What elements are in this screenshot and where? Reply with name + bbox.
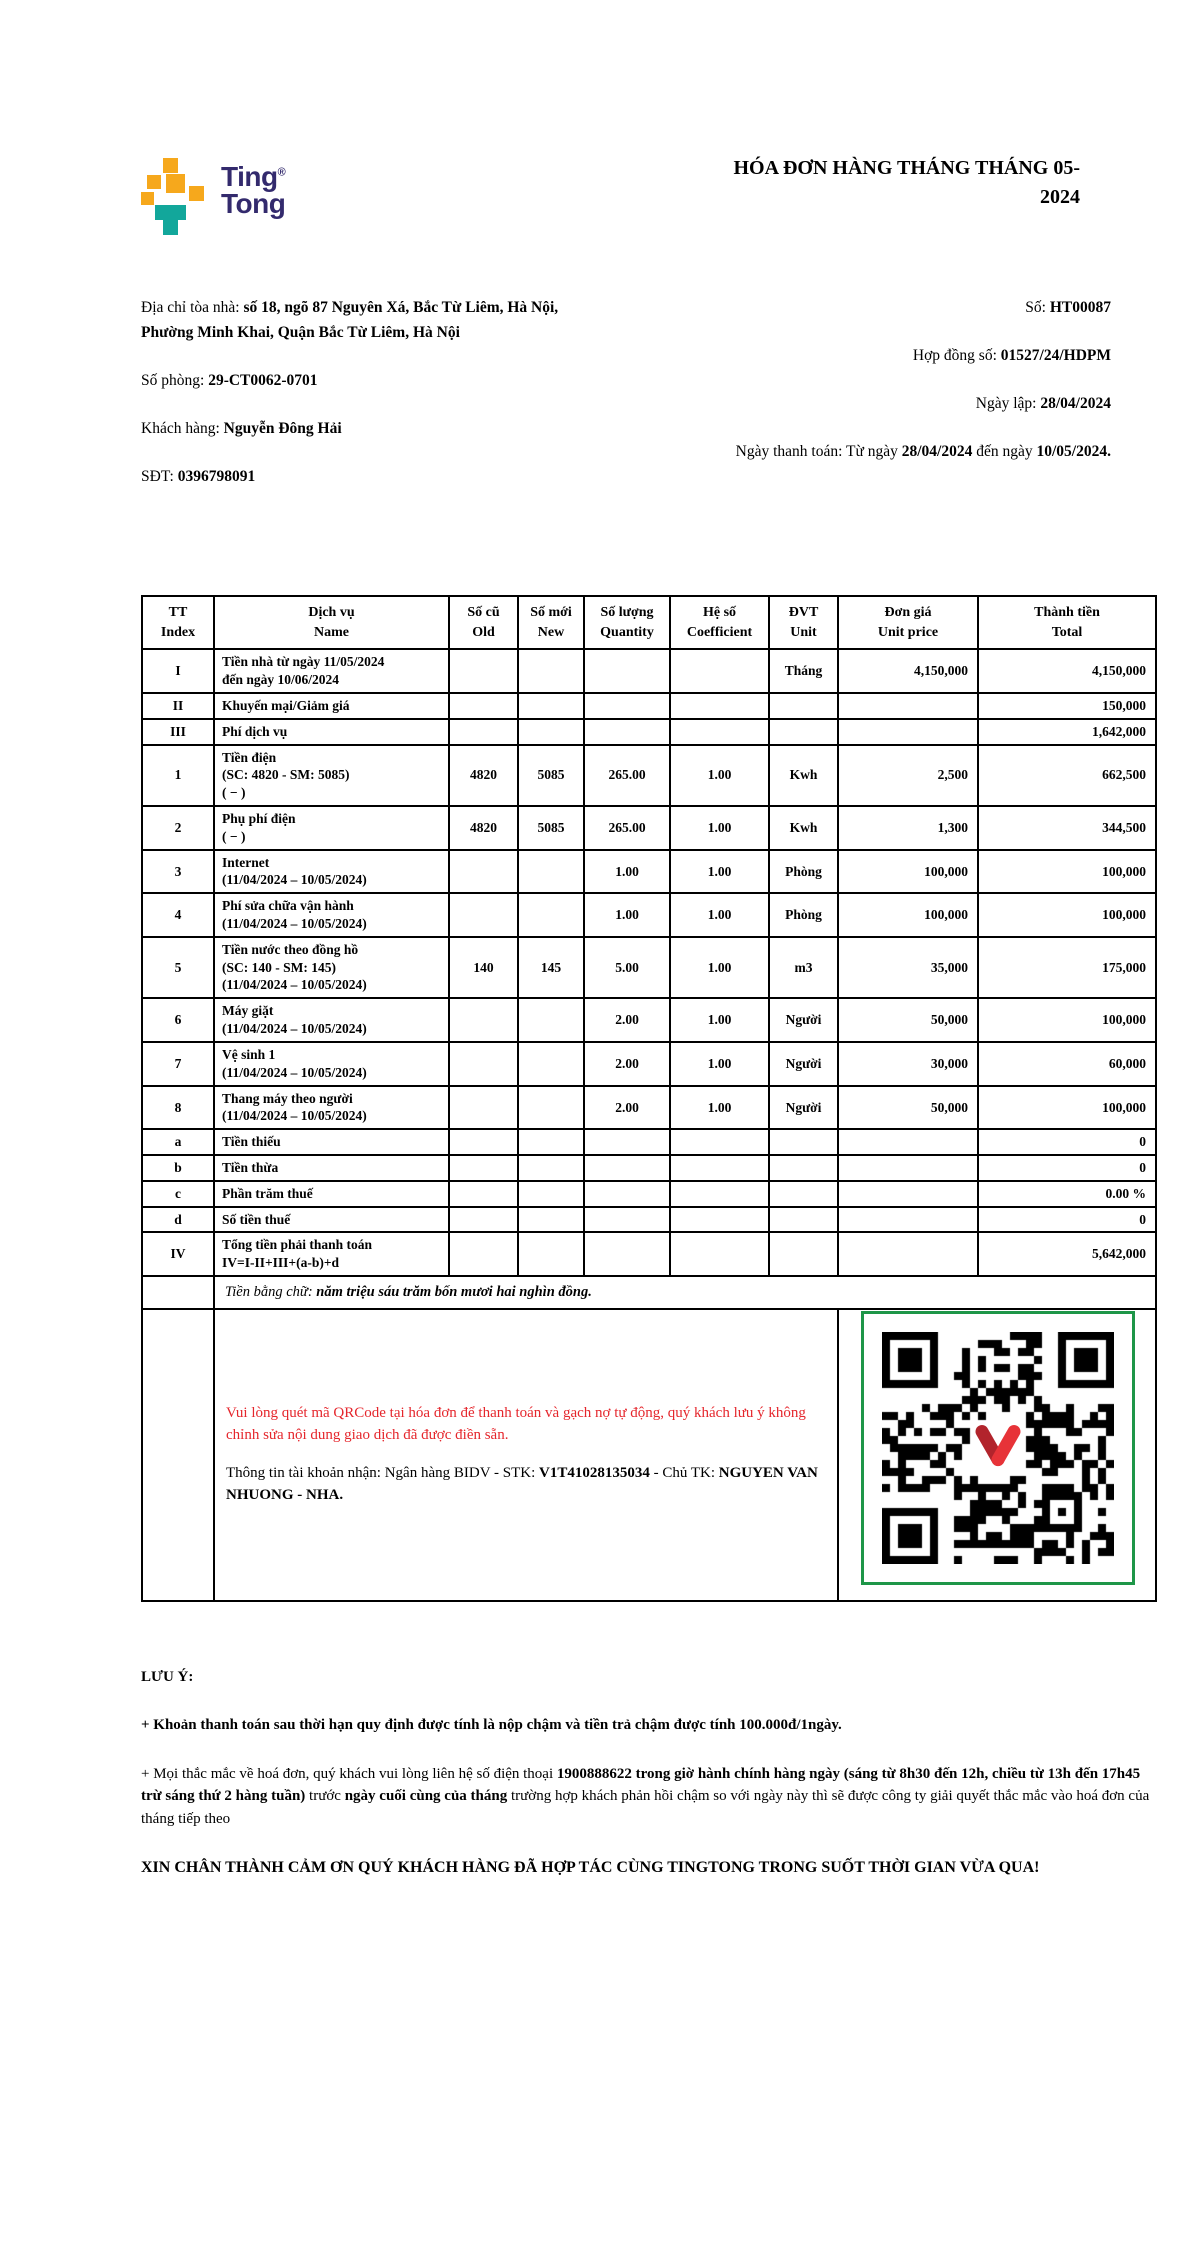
cell-qty: 265.00 <box>584 745 670 806</box>
cell-price: 100,000 <box>838 850 978 894</box>
info-line: SĐT: 0396798091 <box>141 468 256 486</box>
cell-name: Phần trăm thuế <box>214 1181 449 1207</box>
cell-total: 100,000 <box>978 1086 1156 1130</box>
cell-total: 0 <box>978 1155 1156 1181</box>
cell-new <box>518 1181 584 1207</box>
header-row <box>142 596 1156 649</box>
cell-unit <box>769 1232 838 1276</box>
cell-price <box>838 1155 978 1181</box>
cell-coef <box>670 693 769 719</box>
table-row <box>142 719 1156 745</box>
account-info: Thông tin tài khoản nhận: Ngân hàng BIDV - STK: V1T41028135034 - Chủ TK: NGUYEN VAN NHUONG - NHA. <box>226 1464 818 1503</box>
cell-idx: a <box>142 1129 214 1155</box>
cell-qty: 2.00 <box>584 998 670 1042</box>
cell-old <box>449 1086 518 1130</box>
cell-unit <box>769 693 838 719</box>
charges-table-body <box>142 649 1156 1276</box>
table-row <box>142 937 1156 998</box>
table-row <box>142 1207 1156 1233</box>
cell-unit: m3 <box>769 937 838 998</box>
info-line: Địa chỉ tòa nhà: số 18, ngõ 87 Nguyên Xá, Bắc Từ Liêm, Hà Nội, <box>141 299 559 316</box>
cell-idx: 6 <box>142 998 214 1042</box>
cell-idx: I <box>142 649 214 693</box>
cell-idx: c <box>142 1181 214 1207</box>
cell-name: Phí dịch vụ <box>214 719 449 745</box>
table-row <box>142 1129 1156 1155</box>
cell-name: Vệ sinh 1 (11/04/2024 – 10/05/2024) <box>214 1042 449 1086</box>
info-line: Ngày thanh toán: Từ ngày 28/04/2024 đến ngày 10/05/2024. <box>735 443 1111 461</box>
cell-unit <box>769 1155 838 1181</box>
cell-old <box>449 998 518 1042</box>
cell-coef: 1.00 <box>670 1086 769 1130</box>
cell-total: 4,150,000 <box>978 649 1156 693</box>
cell-unit: Kwh <box>769 745 838 806</box>
cell-idx: 7 <box>142 1042 214 1086</box>
col-header-name: Dịch vụ Name <box>214 596 449 649</box>
cell-idx: II <box>142 693 214 719</box>
cell-unit <box>769 1207 838 1233</box>
cell-unit: Người <box>769 1086 838 1130</box>
cell-new <box>518 850 584 894</box>
cell-unit <box>769 1129 838 1155</box>
invoice-meta <box>711 296 1186 489</box>
col-header-index: TT Index <box>142 596 214 649</box>
cell-old <box>449 693 518 719</box>
cell-new <box>518 1155 584 1181</box>
cell-old: 4820 <box>449 806 518 850</box>
charges-table-header <box>142 596 1156 649</box>
cell-price: 35,000 <box>838 937 978 998</box>
note-late-payment: + Khoản thanh toán sau thời hạn quy định được tính là nộp chậm và tiền trả chậm được tính 100.000đ/1ngày. <box>141 1717 842 1734</box>
cell-idx: 1 <box>142 745 214 806</box>
tingtong-logo-icon <box>141 158 207 238</box>
cell-coef <box>670 1129 769 1155</box>
cell-new <box>518 649 584 693</box>
table-row <box>142 1181 1156 1207</box>
info-line: Khách hàng: Nguyễn Đông Hải <box>141 420 342 438</box>
col-header-unit-price: Đơn giá Unit price <box>838 596 978 649</box>
amount-in-words: Tiền bằng chữ: năm triệu sáu trăm bốn mươi hai nghìn đồng. <box>214 1276 1156 1309</box>
table-row <box>142 1155 1156 1181</box>
cell-price: 50,000 <box>838 998 978 1042</box>
cell-coef: 1.00 <box>670 1042 769 1086</box>
table-row <box>142 693 1156 719</box>
customer-info <box>141 296 711 489</box>
table-row <box>142 1086 1156 1130</box>
note-contact: + Mọi thắc mắc về hoá đơn, quý khách vui lòng liên hệ số điện thoại 1900888622 trong giờ hành chính hàng ngày (sáng từ 8h30 đến 12h, chiều từ 13h đến 17h45 trừ sáng thứ 2 hàng tuần) trước ngày cuối cùng của tháng trường hợp khách phản hồi chậm so với ngày này thì sẽ được công ty giải quyết thắc mắc vào hoá đơn của tháng tiếp theo <box>141 1765 1150 1827</box>
amount-in-words-row <box>142 1276 1156 1309</box>
cell-price: 100,000 <box>838 893 978 937</box>
notes-heading: LƯU Ý: <box>141 1668 194 1685</box>
cell-old <box>449 1232 518 1276</box>
payment-row <box>142 1309 1156 1601</box>
cell-coef: 1.00 <box>670 937 769 998</box>
cell-qty: 1.00 <box>584 893 670 937</box>
cell-unit: Phòng <box>769 893 838 937</box>
page-header <box>141 0 1155 238</box>
cell-qty <box>584 1232 670 1276</box>
cell-idx: 5 <box>142 937 214 998</box>
cell-total: 150,000 <box>978 693 1156 719</box>
cell-idx: 8 <box>142 1086 214 1130</box>
cell-qty: 265.00 <box>584 806 670 850</box>
col-header-unit: ĐVT Unit <box>769 596 838 649</box>
cell-name: Tiền thiếu <box>214 1129 449 1155</box>
cell-price <box>838 1232 978 1276</box>
info-line: Hợp đồng số: 01527/24/HDPM <box>912 347 1111 365</box>
cell-total: 60,000 <box>978 1042 1156 1086</box>
invoice-info <box>141 296 1155 489</box>
col-header-total: Thành tiền Total <box>978 596 1156 649</box>
cell-idx: 2 <box>142 806 214 850</box>
cell-name: Máy giặt (11/04/2024 – 10/05/2024) <box>214 998 449 1042</box>
cell-idx: 3 <box>142 850 214 894</box>
cell-idx: IV <box>142 1232 214 1276</box>
cell-total: 344,500 <box>978 806 1156 850</box>
cell-idx: b <box>142 1155 214 1181</box>
cell-qty: 2.00 <box>584 1086 670 1130</box>
cell-idx: d <box>142 1207 214 1233</box>
cell-old: 140 <box>449 937 518 998</box>
charges-table <box>141 595 1157 1602</box>
cell-name: Tiền nước theo đồng hồ (SC: 140 - SM: 145) (11/04/2024 – 10/05/2024) <box>214 937 449 998</box>
cell-old <box>449 649 518 693</box>
cell-coef: 1.00 <box>670 893 769 937</box>
cell-new: 5085 <box>518 745 584 806</box>
cell-old <box>449 1042 518 1086</box>
cell-price <box>838 1129 978 1155</box>
cell-new <box>518 719 584 745</box>
cell-price: 1,300 <box>838 806 978 850</box>
cell-qty <box>584 693 670 719</box>
cell-qty <box>584 1129 670 1155</box>
cell-price <box>838 1207 978 1233</box>
cell-name: Tiền nhà từ ngày 11/05/2024 đến ngày 10/06/2024 <box>214 649 449 693</box>
cell-coef <box>670 649 769 693</box>
cell-unit <box>769 1181 838 1207</box>
cell-old <box>449 893 518 937</box>
cell-unit: Người <box>769 998 838 1042</box>
cell-new <box>518 1232 584 1276</box>
info-line: Phường Minh Khai, Quận Bắc Từ Liêm, Hà Nội <box>141 324 460 342</box>
table-row <box>142 893 1156 937</box>
cell-total: 0.00 % <box>978 1181 1156 1207</box>
cell-total: 100,000 <box>978 893 1156 937</box>
cell-unit: Người <box>769 1042 838 1086</box>
cell-coef: 1.00 <box>670 806 769 850</box>
cell-old <box>449 1181 518 1207</box>
table-row <box>142 806 1156 850</box>
cell-coef <box>670 719 769 745</box>
info-line: Ngày lập: 28/04/2024 <box>975 395 1111 413</box>
cell-name: Khuyến mại/Giảm giá <box>214 693 449 719</box>
cell-coef <box>670 1181 769 1207</box>
payment-instructions <box>214 1309 838 1601</box>
cell-idx: III <box>142 719 214 745</box>
col-header-new: Số mới New <box>518 596 584 649</box>
cell-old <box>449 1155 518 1181</box>
cell-price: 30,000 <box>838 1042 978 1086</box>
cell-name: Phí sửa chữa vận hành (11/04/2024 – 10/05/2024) <box>214 893 449 937</box>
cell-total: 5,642,000 <box>978 1232 1156 1276</box>
cell-price: 2,500 <box>838 745 978 806</box>
cell-new <box>518 1042 584 1086</box>
info-line: Số phòng: 29-CT0062-0701 <box>141 372 318 390</box>
cell-qty: 2.00 <box>584 1042 670 1086</box>
cell-qty: 5.00 <box>584 937 670 998</box>
cell-name: Tiền thừa <box>214 1155 449 1181</box>
cell-price: 50,000 <box>838 1086 978 1130</box>
vietqr-v-icon <box>971 1422 1025 1470</box>
cell-price <box>838 719 978 745</box>
cell-new <box>518 998 584 1042</box>
cell-total: 175,000 <box>978 937 1156 998</box>
table-row <box>142 850 1156 894</box>
cell-new <box>518 693 584 719</box>
cell-total: 662,500 <box>978 745 1156 806</box>
cell-price <box>838 1181 978 1207</box>
info-line: Số: HT00087 <box>1025 299 1111 316</box>
cell-new <box>518 1207 584 1233</box>
col-header-coefficient: Hệ số Coefficient <box>670 596 769 649</box>
cell-name: Số tiền thuế <box>214 1207 449 1233</box>
cell-old <box>449 1207 518 1233</box>
invoice-title-block <box>386 154 1155 212</box>
cell-name: Internet (11/04/2024 – 10/05/2024) <box>214 850 449 894</box>
cell-unit: Kwh <box>769 806 838 850</box>
empty-cell <box>142 1276 214 1309</box>
cell-coef <box>670 1207 769 1233</box>
invoice-title: HÓA ĐƠN HÀNG THÁNG THÁNG 05- 2024 <box>733 157 1080 208</box>
cell-new <box>518 1129 584 1155</box>
notes-section <box>141 1666 1155 1881</box>
registered-mark: ® <box>277 166 286 179</box>
cell-qty <box>584 1155 670 1181</box>
cell-name: Tổng tiền phải thanh toán IV=I-II+III+(a-b)+d <box>214 1232 449 1276</box>
table-row <box>142 1042 1156 1086</box>
cell-total: 0 <box>978 1207 1156 1233</box>
cell-total: 100,000 <box>978 998 1156 1042</box>
cell-old: 4820 <box>449 745 518 806</box>
cell-qty <box>584 719 670 745</box>
tingtong-wordmark: Ting® Tong <box>221 161 286 219</box>
qr-cell <box>838 1309 1156 1601</box>
cell-old <box>449 1129 518 1155</box>
cell-name: Phụ phí điện ( − ) <box>214 806 449 850</box>
qr-instruction: Vui lòng quét mã QRCode tại hóa đơn để thanh toán và gạch nợ tự động, quý khách lưu ý không chỉnh sửa nội dung giao dịch đã được điền sẵn. <box>226 1405 806 1444</box>
cell-old <box>449 850 518 894</box>
cell-qty <box>584 1181 670 1207</box>
cell-qty <box>584 1207 670 1233</box>
cell-unit <box>769 719 838 745</box>
cell-coef <box>670 1155 769 1181</box>
cell-coef: 1.00 <box>670 998 769 1042</box>
charges-table-footer <box>142 1276 1156 1601</box>
col-header-old: Số cũ Old <box>449 596 518 649</box>
tingtong-logo <box>141 158 386 238</box>
col-header-quantity: Số lượng Quantity <box>584 596 670 649</box>
cell-name: Thang máy theo người (11/04/2024 – 10/05/2024) <box>214 1086 449 1130</box>
table-row <box>142 745 1156 806</box>
cell-total: 100,000 <box>978 850 1156 894</box>
cell-coef <box>670 1232 769 1276</box>
cell-new <box>518 1086 584 1130</box>
cell-unit: Phòng <box>769 850 838 894</box>
cell-price <box>838 693 978 719</box>
cell-total: 1,642,000 <box>978 719 1156 745</box>
cell-name: Tiền điện (SC: 4820 - SM: 5085) ( − ) <box>214 745 449 806</box>
cell-unit: Tháng <box>769 649 838 693</box>
cell-idx: 4 <box>142 893 214 937</box>
table-row <box>142 649 1156 693</box>
empty-cell <box>142 1309 214 1601</box>
table-row <box>142 998 1156 1042</box>
cell-coef: 1.00 <box>670 745 769 806</box>
closing-thanks: XIN CHÂN THÀNH CẢM ƠN QUÝ KHÁCH HÀNG ĐÃ HỢP TÁC CÙNG TINGTONG TRONG SUỐT THỜI GIAN VỪA QUA! <box>141 1859 1040 1877</box>
cell-coef: 1.00 <box>670 850 769 894</box>
cell-old <box>449 719 518 745</box>
cell-new <box>518 893 584 937</box>
qr-code <box>861 1311 1135 1585</box>
cell-price: 4,150,000 <box>838 649 978 693</box>
cell-new: 5085 <box>518 806 584 850</box>
cell-qty <box>584 649 670 693</box>
cell-qty: 1.00 <box>584 850 670 894</box>
cell-new: 145 <box>518 937 584 998</box>
table-row <box>142 1232 1156 1276</box>
cell-total: 0 <box>978 1129 1156 1155</box>
